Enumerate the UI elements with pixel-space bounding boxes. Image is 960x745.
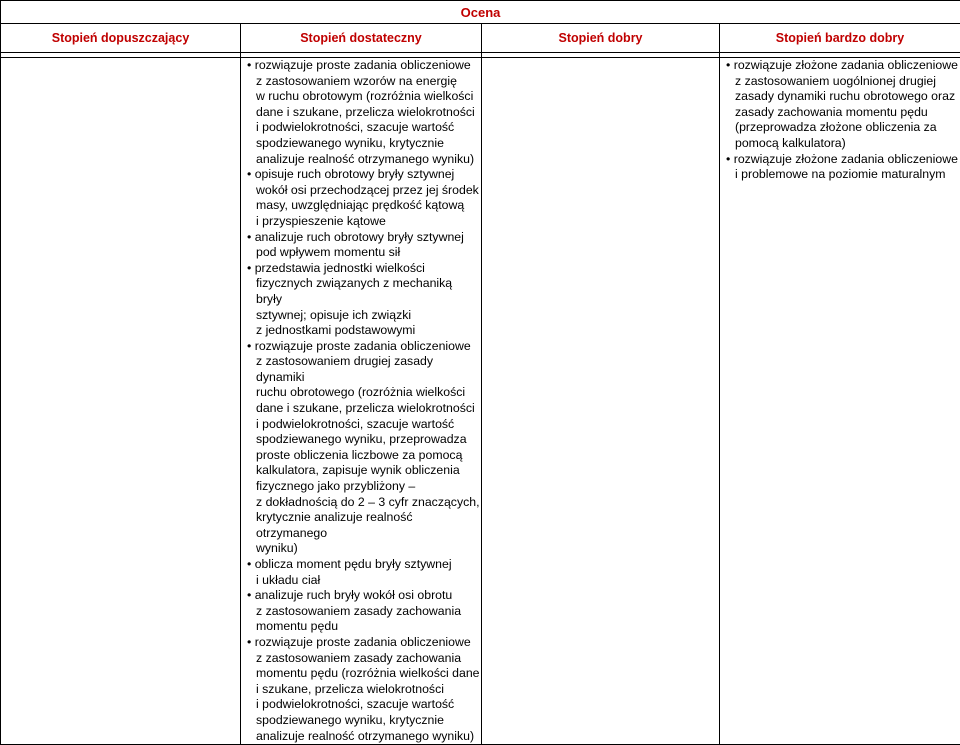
list-item: • rozwiązuje proste zadania obliczeniowe z zastosowaniem zasady zachowania momentu pędu (rozróżnia wielkości dane i szukane, przelicza wielokrotności i podwielokrotności, szacuje wartość spodziewanego wyniku, krytycznie analizuje realność otrzymanego wyniku) [247,635,481,744]
column-header-dostateczny: Stopień dostateczny [241,24,482,53]
list-item: • rozwiązuje złożone zadania obliczeniowe i problemowe na poziomie maturalnym [726,152,960,183]
list-item: • rozwiązuje proste zadania obliczeniowe z zastosowaniem drugiej zasady dynamiki ruchu obrotowego (rozróżnia wielkości dane i szukane, przelicza wielokrotności i podwielokrotności, szacuje wartość spodziewanego wyniku, przeprowadza proste obliczenia liczbowe za pomocą kalkulatora, zapisuje wynik obliczenia fizycznego jako przybliżony – z dokładnością do 2 – 3 cyfr znaczących, krytycznie analizuje realność otrzymanego wyniku) [247,339,481,557]
cell-dobry [482,58,720,745]
list-item: • przedstawia jednostki wielkości fizycznych związanych z mechaniką bryły sztywnej; opisuje ich związki z jednostkami podstawowymi [247,261,481,339]
title-row [1,1,960,24]
cell-dostateczny [241,58,482,745]
list-item: • rozwiązuje proste zadania obliczeniowe z zastosowaniem wzorów na energię w ruchu obrotowym (rozróżnia wielkości dane i szukane, przelicza wielokrotności i podwielokrotności, szacuje wartość spodziewanego wyniku, krytycznie analizuje realność otrzymanego wyniku) [247,58,481,167]
header-row [1,24,960,53]
content-row [1,58,960,745]
list-item: • opisuje ruch obrotowy bryły sztywnej wokół osi przechodzącej przez jej środek masy, uwzględniając prędkość kątową i przyspieszenie kątowe [247,167,481,229]
column-header-dopuszczajacy: Stopień dopuszczający [1,24,241,53]
criteria-list [726,58,960,183]
table-title: Ocena [1,1,960,24]
list-item: • analizuje ruch obrotowy bryły sztywnej pod wpływem momentu sił [247,230,481,261]
cell-dopuszczajacy [1,58,241,745]
list-item: • analizuje ruch bryły wokół osi obrotu z zastosowaniem zasady zachowania momentu pędu [247,588,481,635]
cell-bardzo-dobry [720,58,960,745]
list-item: • oblicza moment pędu bryły sztywnej i układu ciał [247,557,481,588]
criteria-list [247,58,481,744]
list-item: • rozwiązuje złożone zadania obliczeniowe z zastosowaniem uogólnionej drugiej zasady dynamiki ruchu obrotowego oraz zasady zachowania momentu pędu (przeprowadza złożone obliczenia za pomocą kalkulatora) [726,58,960,152]
column-header-bardzo-dobry: Stopień bardzo dobry [720,24,960,53]
column-header-dobry: Stopień dobry [482,24,720,53]
